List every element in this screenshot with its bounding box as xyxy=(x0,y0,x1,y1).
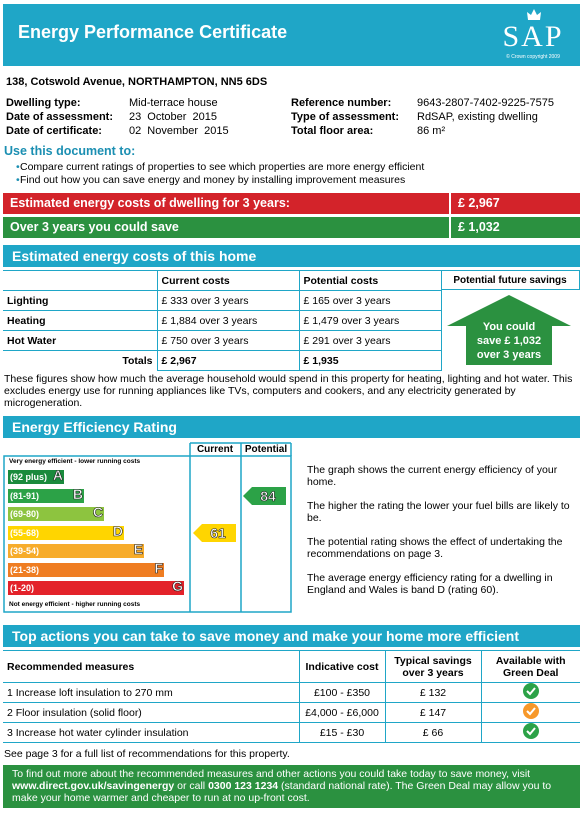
savings-arrow xyxy=(446,294,572,366)
sap-copyright: © Crown copyright 2009 xyxy=(506,54,560,60)
dwelling-type-value: Mid-terrace house xyxy=(129,97,218,109)
actions-heading: Top actions you can take to save money and make your home more efficient xyxy=(3,625,580,647)
eer-text-3: The potential rating shows the effect of undertaking the recommendations on page 3. xyxy=(307,536,563,560)
table-row: 2 Floor insulation (solid floor) £4,000 - £6,000 £ 147 xyxy=(3,703,580,723)
eer-bottom-label: Not energy efficient - higher running costs xyxy=(9,601,141,608)
eer-col-current: Current xyxy=(196,444,234,455)
col-cost: Indicative cost xyxy=(299,651,385,683)
reference-value: 9643-2807-7402-9225-7575 xyxy=(417,97,555,109)
arrow-line-1: You could xyxy=(482,321,536,333)
floor-area-label: Total floor area: xyxy=(291,125,374,137)
eer-heading: Energy Efficiency Rating xyxy=(3,416,580,438)
arrow-line-3: over 3 years xyxy=(476,349,542,361)
savings-bar xyxy=(3,217,580,238)
potential-rating-value: 84 xyxy=(260,487,276,504)
actions-table xyxy=(3,650,580,743)
rating-band-range: (55-68) xyxy=(10,527,40,538)
col-current-costs: Current costs xyxy=(157,271,299,291)
floor-area-value: 86 m² xyxy=(417,125,446,137)
estimated-cost-value: £ 2,967 xyxy=(458,196,500,210)
assessment-type-value: RdSAP, existing dwelling xyxy=(417,111,538,123)
direct-gov-link[interactable]: www.direct.gov.uk/savingenergy xyxy=(12,780,175,792)
certificate-date-value: 02 November 2015 xyxy=(129,125,229,137)
page-title: Energy Performance Certificate xyxy=(18,22,288,42)
col-green-deal: Available with Green Deal xyxy=(481,651,580,683)
estimated-cost-bar xyxy=(3,193,580,214)
rating-band-range: (92 plus) xyxy=(10,472,48,482)
table-row: Heating £ 1,884 over 3 years £ 1,479 over 3 years xyxy=(3,311,441,331)
rating-band-letter: D xyxy=(112,522,123,539)
col-potential-costs: Potential costs xyxy=(299,271,441,291)
use-bullet: • Compare current ratings of properties to see which properties are more energy efficient xyxy=(20,161,424,173)
phone-number: 0300 123 1234 xyxy=(208,780,279,792)
green-deal-footer: To find out more about the recommended measures and other actions you could take today to save money, visit www.direct.gov.uk/savingenergy or call 0300 123 1234 (standard national rate). The Green Deal may allow you to make your home warmer and cheaper to run at no up-front cost. xyxy=(3,765,580,808)
rating-band-letter: G xyxy=(172,578,183,594)
eer-text-4: The average energy efficiency rating for a dwelling in England and Wales is band D (rating 60). xyxy=(307,572,553,596)
rating-band-letter: F xyxy=(154,559,163,576)
rating-band-range: (39-54) xyxy=(10,546,40,556)
rating-band-c xyxy=(8,504,104,521)
rating-band-letter: B xyxy=(72,485,83,502)
use-bullet: • Find out how you can save energy and money by installing improvement measures xyxy=(20,174,405,186)
totals-row: Totals £ 2,967 £ 1,935 xyxy=(3,351,441,371)
green-deal-check-icon xyxy=(523,683,539,699)
assessment-type-label: Type of assessment: xyxy=(291,111,400,123)
savings-value: £ 1,032 xyxy=(458,220,500,234)
rating-band-b xyxy=(8,485,84,503)
estimated-cost-label: Estimated energy costs of dwelling for 3 years: xyxy=(10,196,290,210)
eer-top-label: Very energy efficient - lower running costs xyxy=(9,458,141,465)
property-address: 138, Cotswold Avenue, NORTHAMPTON, NN5 6DS xyxy=(6,76,268,88)
table-row: 3 Increase hot water cylinder insulation £15 - £30 £ 66 xyxy=(3,723,580,743)
assessment-date-value: 23 October 2015 xyxy=(129,111,217,123)
rating-band-letter: A xyxy=(52,467,63,483)
col-future-savings: Potential future savings xyxy=(441,270,580,290)
eer-text-1: The graph shows the current energy efficiency of your home. xyxy=(307,464,558,488)
rating-band-e xyxy=(8,541,144,558)
green-deal-check-icon xyxy=(523,703,539,719)
eer-col-potential: Potential xyxy=(244,444,288,455)
table-row: Hot Water £ 750 over 3 years £ 291 over 3 years xyxy=(3,331,441,351)
sap-logo xyxy=(493,6,573,62)
rating-band-g xyxy=(8,578,184,595)
reference-label: Reference number: xyxy=(291,97,392,109)
estimated-costs-heading: Estimated energy costs of this home xyxy=(3,245,580,267)
dwelling-type-label: Dwelling type: xyxy=(6,97,81,109)
certificate-date-label: Date of certificate: xyxy=(6,125,102,137)
col-measures: Recommended measures xyxy=(3,651,299,683)
costs-table xyxy=(3,270,442,371)
rating-band-letter: E xyxy=(133,541,143,557)
use-document-title: Use this document to: xyxy=(4,144,136,158)
table-row: Lighting £ 333 over 3 years £ 165 over 3 years xyxy=(3,291,441,311)
green-deal-check-icon xyxy=(523,723,539,739)
current-rating-value: 61 xyxy=(210,524,226,541)
rating-band-range: (81-91) xyxy=(10,490,40,501)
current-rating-arrow xyxy=(193,524,236,542)
crown-icon xyxy=(526,8,542,22)
costs-note: These figures show how much the average household would spend in this property for heating, lighting and hot water. This excludes energy use for running appliances like TVs, computers and cookers, and any electricity generated by microgeneration. xyxy=(4,373,573,409)
rating-band-d xyxy=(8,522,124,540)
potential-rating-arrow xyxy=(243,487,286,505)
rating-band-range: (21-38) xyxy=(10,564,40,575)
arrow-line-2: save £ 1,032 xyxy=(476,335,542,347)
rating-band-letter: C xyxy=(92,504,103,520)
rating-band-f xyxy=(8,559,164,577)
sap-logo-text: SAP xyxy=(502,20,564,53)
rating-band-range: (1-20) xyxy=(10,583,35,593)
eer-text-2: The higher the rating the lower your fuel bills are likely to be. xyxy=(307,500,570,524)
col-savings: Typical savings over 3 years xyxy=(385,651,481,683)
savings-label: Over 3 years you could save xyxy=(10,220,179,234)
assessment-date-label: Date of assessment: xyxy=(6,111,113,123)
rating-band-range: (69-80) xyxy=(10,509,40,519)
rating-band-a xyxy=(8,467,64,484)
see-page-note: See page 3 for a full list of recommendations for this property. xyxy=(4,748,290,760)
table-row: 1 Increase loft insulation to 270 mm £100 - £350 £ 132 xyxy=(3,683,580,703)
